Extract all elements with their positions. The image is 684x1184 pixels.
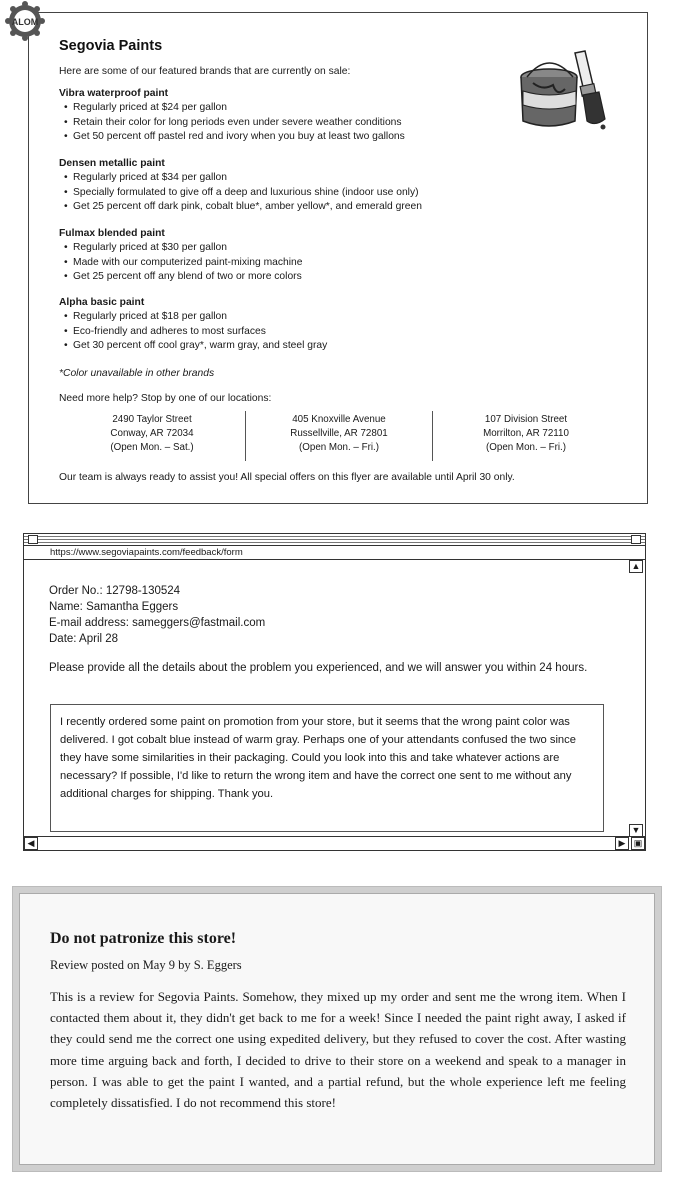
brand-bullet: • Get 25 percent off dark pink, cobalt blue*, amber yellow*, and emerald green [59,200,619,215]
flyer-intro: Here are some of our featured brands that are currently on sale: [59,66,351,77]
location-hours: (Open Mon. – Sat.) [110,442,194,453]
brand-alpha [59,296,619,354]
brand-fulmax [59,227,619,285]
locations [59,411,619,461]
brand-name: Vibra waterproof paint [59,88,169,99]
flyer [11,12,648,504]
zoom-box-icon[interactable] [631,535,641,544]
location-street: 405 Knoxville Avenue [292,414,386,425]
customer-name: Name: Samantha Eggers [49,601,179,613]
location-street: 2490 Taylor Street [112,414,192,425]
resize-grip-icon[interactable]: ▣ [631,837,645,850]
location-city: Russellville, AR 72801 [290,428,388,439]
location-russellville [245,411,432,461]
scroll-left-icon[interactable]: ◀ [24,837,38,850]
message-textarea[interactable]: I recently ordered some paint on promotion from your store, but it seems that the wrong paint color was delivered. I got cobalt blue instead of warm gray. Perhaps one of your attendants confused the two since they have some similarities in their packaging. Could you look into this and take whatever actions are necessary? If possible, I'd like to return the wrong item and have the correct one sent to me without any additional charges for shipping. Thank you. [50,704,604,832]
brand-densen [59,157,619,215]
form-content [24,560,630,837]
brand-bullet: • Regularly priced at $24 per gallon [59,101,619,116]
brand-bullet: • Get 25 percent off any blend of two or more colors [59,270,619,285]
location-hours: (Open Mon. – Fri.) [298,442,380,453]
location-morrilton [432,411,619,461]
url-bar[interactable]: https://www.segoviapaints.com/feedback/form [24,546,645,560]
feedback-browser-window [23,533,646,851]
customer-review [12,886,662,1172]
location-city: Morrilton, AR 72110 [483,428,569,439]
brand-bullet: • Regularly priced at $34 per gallon [59,171,619,186]
brand-bullet: • Made with our computerized paint-mixing machine [59,256,619,271]
flyer-title: Segovia Paints [59,38,163,54]
location-hours: (Open Mon. – Fri.) [485,442,567,453]
help-text: Need more help? Stop by one of our locations: [59,393,272,404]
scroll-right-icon[interactable]: ▶ [615,837,629,850]
window-titlebar[interactable] [24,534,645,546]
vertical-scrollbar[interactable] [629,560,645,837]
brand-bullet: • Regularly priced at $18 per gallon [59,310,619,325]
brand-name: Densen metallic paint [59,158,165,169]
form-prompt: Please provide all the details about the problem you experienced, and we will answer you within 24 hours. [49,662,588,674]
review-meta: Review posted on May 9 by S. Eggers [50,958,242,972]
customer-email: E-mail address: sameggers@fastmail.com [49,617,266,629]
location-conway [59,411,245,461]
brand-name: Alpha basic paint [59,297,145,308]
review-title: Do not patronize this store! [50,930,237,947]
brand-bullet: • Get 30 percent off cool gray*, warm gray, and steel gray [59,339,619,354]
alom-badge-icon [5,1,45,41]
brand-bullet: • Specially formulated to give off a deep and luxurious shine (indoor use only) [59,186,619,201]
brand-bullet: • Regularly priced at $30 per gallon [59,241,619,256]
badge-text: ALOM [11,17,39,27]
brand-bullet: • Get 50 percent off pastel red and ivory when you buy at least two gallons [59,130,619,145]
brand-name: Fulmax blended paint [59,228,165,239]
order-number: Order No.: 12798-130524 [49,585,181,597]
color-note: *Color unavailable in other brands [59,368,215,379]
location-city: Conway, AR 72034 [110,428,194,439]
paint-can-brush-icon [513,47,609,133]
team-text: Our team is always ready to assist you! All special offers on this flyer are available until April 30 only. [59,472,515,483]
brand-bullet: • Retain their color for long periods even under severe weather conditions [59,116,619,131]
close-box-icon[interactable] [28,535,38,544]
brand-bullet: • Eco-friendly and adheres to most surfaces [59,325,619,340]
scroll-up-icon[interactable]: ▲ [629,560,643,573]
order-date: Date: April 28 [49,633,119,645]
horizontal-scrollbar[interactable] [24,836,645,850]
scroll-down-icon[interactable]: ▼ [629,824,643,837]
location-street: 107 Division Street [484,414,568,425]
review-body: This is a review for Segovia Paints. Somehow, they mixed up my order and sent me the wrong item. When I contacted them about it, they didn't get back to me for a week! Since I needed the paint right away, I asked if they could send me the correct one using expedited delivery, but they refused to cover the cost. After wasting more time arguing back and forth, I decided to drive to their store on a weekend and speak to a manager in person. I was able to get the paint I wanted, and a partial refund, but the whole experience left me feeling completely dissatisfied. I do not recommend this store! [50,989,626,1111]
